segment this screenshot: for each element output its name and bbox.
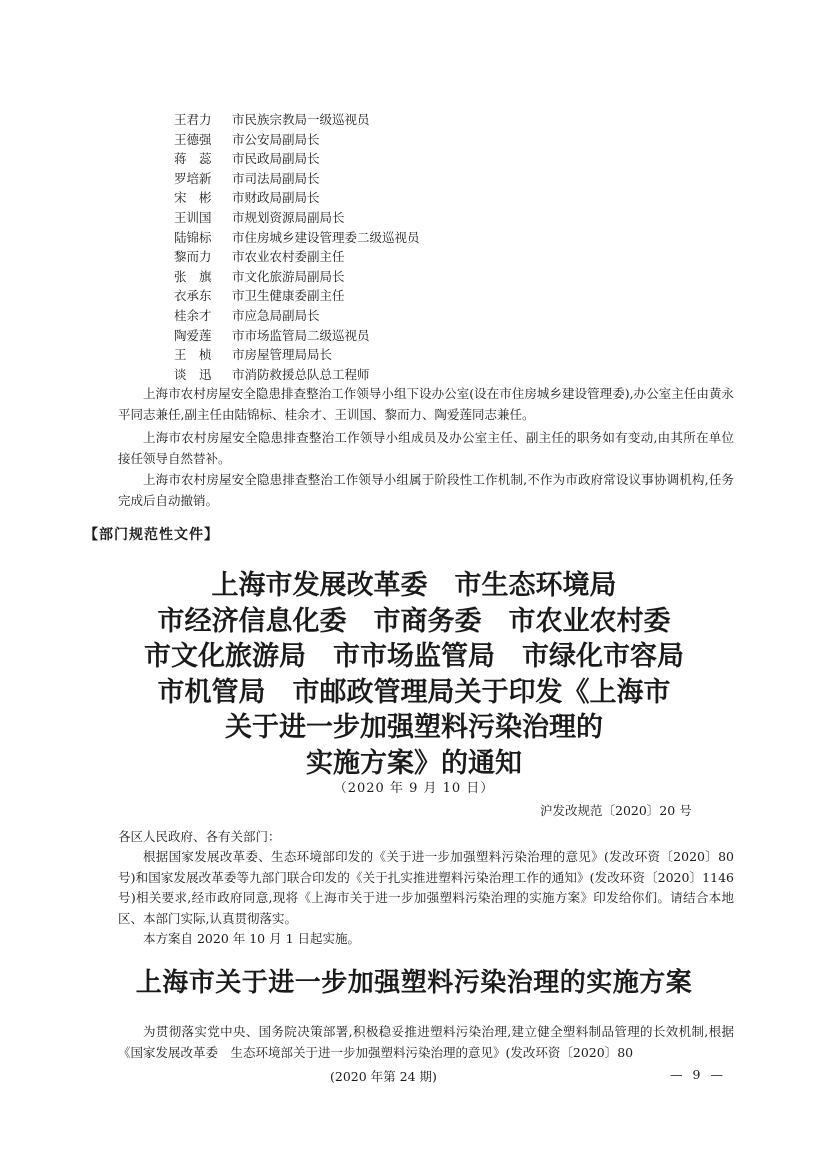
member-row — [174, 365, 734, 385]
member-name: 谈 迅 — [174, 366, 212, 382]
notice-date: （2020 年 9 月 10 日） — [333, 781, 495, 796]
notice-title-line: 市经济信息化委 市商务委 市农业农村委 — [157, 605, 671, 637]
body-paragraph: 根据国家发展改革委、生态环境部印发的《关于进一步加强塑料污染治理的意见》(发改环资〔2020〕80 号)和国家发展改革委等九部门联合印发的《关于扎实推进塑料污染治理工作的通知》(发改环资〔2020〕1146 号)相关要求,经市政府同意,现将《上海市关于进一步加强塑料污染治理的实施方案》印发给你们。请结合本地区、本部门实际,认真贯彻落实。 — [118, 849, 734, 926]
notice-title-line: 市文化旅游局 市市场监管局 市绿化市容局 — [144, 641, 684, 672]
member-name: 王德强 — [174, 131, 212, 147]
effective-date-paragraph: 本方案自 2020 年 10 月 1 日起实施。 — [143, 931, 361, 946]
member-name: 宋 彬 — [174, 190, 212, 206]
member-name: 桂余才 — [174, 307, 212, 323]
notice-title-line: 市机管局 市邮政管理局关于印发《上海市 — [157, 676, 671, 708]
member-name: 张 旗 — [174, 268, 212, 284]
member-name: 王训国 — [174, 209, 212, 225]
addressee: 各区人民政府、各有关部门： — [118, 829, 281, 844]
member-title: 市农业农村委副主任 — [232, 249, 345, 265]
member-name: 王君力 — [174, 112, 212, 127]
member-title: 市民政局副局长 — [232, 151, 320, 167]
member-row — [174, 267, 734, 287]
document-number: 沪发改规范〔2020〕20 号 — [540, 803, 692, 818]
member-row — [174, 208, 734, 228]
notice-title-line: 上海市发展改革委 市生态环境局 — [211, 570, 617, 601]
member-title: 市司法局副局长 — [232, 170, 320, 186]
member-row — [174, 130, 734, 150]
member-row — [174, 306, 734, 326]
member-row — [174, 286, 734, 306]
member-row — [174, 188, 734, 208]
footer-issue: (2020 年第 24 期) — [330, 1069, 437, 1084]
plan-title: 上海市关于进一步加强塑料污染治理的实施方案 — [135, 968, 693, 998]
member-name: 黎而力 — [174, 249, 212, 265]
member-title: 市应急局副局长 — [232, 307, 320, 323]
office-paragraph: 上海市农村房屋安全隐患排查整治工作领导小组下设办公室(设在市住房城乡建设管理委),办公室主任由黄永平同志兼任,副主任由陆锦标、桂余才、王训国、黎而力、陶爱莲同志兼任。 — [118, 386, 734, 422]
mechanism-paragraph: 上海市农村房屋安全隐患排查整治工作领导小组属于阶段性工作机制,不作为市政府常设议事协调机构,任务完成后自动撤销。 — [118, 472, 734, 508]
member-title: 市规划资源局副局长 — [232, 209, 345, 225]
member-title: 市文化旅游局副局长 — [232, 268, 345, 284]
member-title: 市房屋管理局局长 — [232, 347, 333, 363]
member-row — [174, 110, 734, 130]
member-title: 市市场监管局二级巡视员 — [232, 327, 370, 343]
member-name: 陆锦标 — [174, 229, 212, 245]
notice-title-line: 关于进一步加强塑料污染治理的 — [225, 712, 603, 743]
member-title: 市公安局副局长 — [232, 131, 320, 147]
section-tag: 【部门规范性文件】 — [84, 527, 219, 543]
member-row — [174, 247, 734, 267]
notice-title — [84, 568, 744, 781]
member-title: 市民族宗教局一级巡视员 — [232, 112, 370, 127]
member-row — [174, 345, 734, 365]
member-row — [174, 228, 734, 248]
member-name: 罗培新 — [174, 170, 212, 186]
member-row — [174, 169, 734, 189]
member-title: 市财政局副局长 — [232, 190, 320, 206]
member-row — [174, 149, 734, 169]
member-title: 市住房城乡建设管理委二级巡视员 — [232, 229, 420, 245]
member-title: 市卫生健康委副主任 — [232, 288, 345, 304]
member-title: 市消防救援总队总工程师 — [232, 366, 370, 382]
page-number: — 9 — — [670, 1067, 726, 1082]
member-name: 蒋 蕊 — [174, 151, 212, 167]
plan-intro-paragraph: 为贯彻落实党中央、国务院决策部署,积极稳妥推进塑料污染治理,建立健全塑料制品管理的长效机制,根据《国家发展改革委 生态环境部关于进一步加强塑料污染治理的意见》(发改环资〔2020〕80 — [118, 1024, 734, 1060]
member-list — [174, 110, 734, 384]
member-row — [174, 326, 734, 346]
substitution-paragraph: 上海市农村房屋安全隐患排查整治工作领导小组成员及办公室主任、副主任的职务如有变动,由其所在单位接任领导自然替补。 — [118, 430, 734, 466]
member-name: 衣承东 — [174, 288, 212, 304]
member-name: 王 桢 — [174, 347, 212, 363]
notice-title-line: 实施方案》的通知 — [306, 747, 522, 779]
member-name: 陶爱莲 — [174, 327, 212, 343]
